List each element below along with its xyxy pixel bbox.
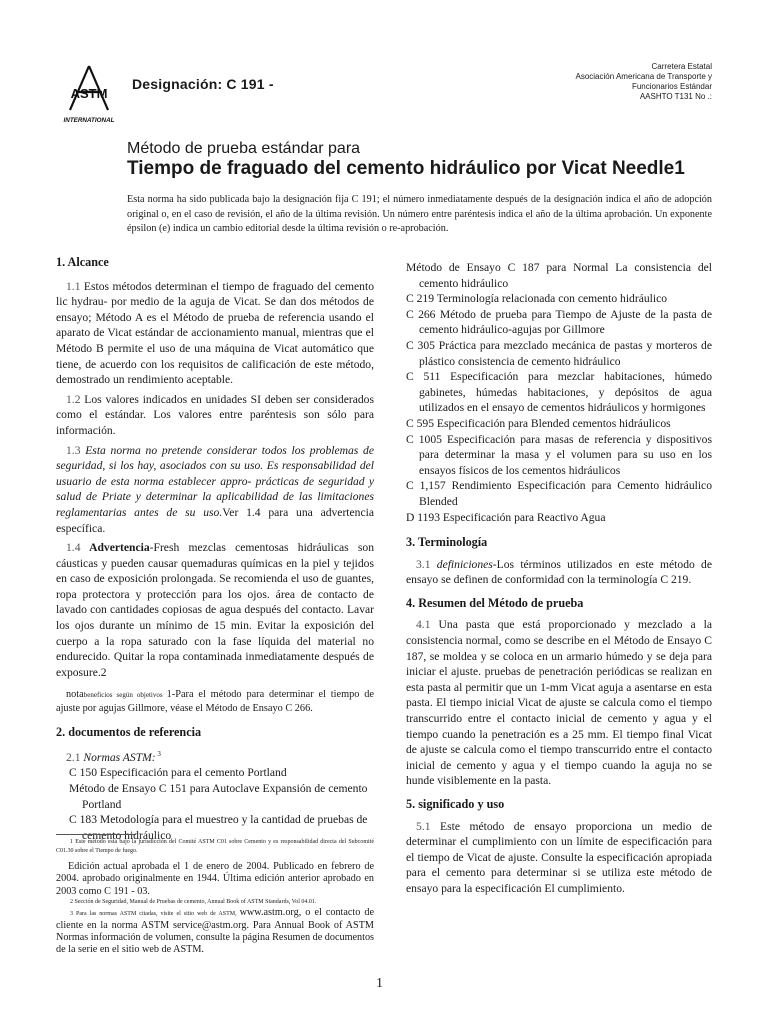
- reference-item: Método de Ensayo C 151 para Autoclave Expansión de cemento Portland: [69, 782, 368, 811]
- paragraph-1-1: [56, 279, 374, 388]
- designation: Designación: C 191 -: [132, 76, 274, 92]
- note-small-text: beneficios según objetivos: [83, 691, 167, 700]
- reference-item: D 1193 Especificación para Reactivo Agua: [406, 510, 606, 524]
- paragraph-number: 1.4: [66, 541, 81, 555]
- paragraph-number: 4.1: [416, 618, 431, 632]
- note-1: [56, 688, 374, 715]
- page-number: 1: [376, 976, 383, 991]
- paragraph-number: 1.1: [66, 279, 81, 293]
- paragraph-number: 1.2: [66, 392, 81, 406]
- paragraph-text: -Fresh mezclas cementosas hidráulicas son cáusticas y pueden causar quemaduras químicas en la piel y tejidos en caso de exposición prolongada. Se recomienda el uso de guantes, ropa protectora y protección para los ojos. área de contacto de lavado con cantidades copiosas de agua después del contacto. Lavar los ojos durante un mínimo de 15 min. Evitar la exposición del cuerpo a la ropa saturado con la fase líquida del material no endurecido. Quitar la ropa contaminada inmediatamente después de exposure.2: [56, 541, 374, 679]
- note-text: 1-Para el método para determinar el tiempo de ajuste por agujas Gillmore, véase el Método de Ensayo C 266.: [56, 689, 374, 715]
- astm-logo: [58, 62, 120, 124]
- document-subtitle: Método de prueba estándar para: [127, 140, 361, 157]
- section-heading-terminology: 3. Terminología: [406, 535, 488, 550]
- footnotes: [56, 838, 374, 957]
- section-heading-summary: 4. Resumen del Método de prueba: [406, 595, 584, 610]
- right-header-block: [520, 62, 712, 102]
- preamble: Esta norma ha sido publicada bajo la designación fija C 191; el número inmediatamente después de la designación indica el año de adopción original o, en el caso de revisión, el año de la última revisión. Un número entre paréntesis indica el año de la última aprobación. Un exponente épsilon (e) indica un cambio editorial desde la última revisión o re-aprobación.: [127, 194, 712, 234]
- paragraph-number: 2.1: [66, 750, 81, 764]
- footnote-3: [56, 907, 374, 957]
- footnote-3-small: 3 Para las normas ASTM citadas, visite el sitio web de ASTM,: [70, 911, 240, 918]
- footnote-ref: 3: [155, 750, 161, 759]
- paragraph-text: Ver 1.4 para una advertencia específica.: [56, 505, 374, 535]
- right-header-line: Carretera Estatal: [651, 62, 712, 71]
- footnote-2: 2 Sección de Seguridad, Manual de Pruebas de cemento, Annual Book of ASTM Standards, Vol 04.01.: [70, 899, 317, 906]
- footnote-3-text: www.astm.org, o el contacto de cliente en la norma ASTM service@astm.org. Para Annual Book of ASTM Normas información de volumen, consulte la página Resumen de documentos de la serie en el sitio web de ASTM.: [56, 907, 374, 956]
- right-header-line: Funcionarios Estándar: [631, 82, 712, 91]
- section-heading-significance: 5. significado y uso: [406, 797, 505, 811]
- paragraph-3-1: [406, 557, 712, 588]
- footnote-1: 1 Este método está bajo la jurisdicción del Comité ASTM C01 sobre Cemento y es responsabilidad directa del Subcomité C01.30 sobre el Tiempo de fuego.: [56, 839, 374, 854]
- paragraph-text-italic: Normas ASTM:: [80, 750, 156, 764]
- reference-item: C 150 Especificación para el cemento Portland: [69, 766, 287, 780]
- left-column: [56, 255, 374, 843]
- footnote-edition: Edición actual aprobada el 1 de enero de 2004. Publicado en febrero de 2004. aprobado originalmente en 1944. Última edición anterior aprobado en 2003 como C 191 - 03.: [56, 861, 374, 897]
- reference-item: C 1005 Especificación para masas de referencia y dispositivos para determinar la masa y el volumen para su uso en los ensayos físicos de los cementos hidráulicos: [406, 432, 712, 477]
- reference-item: C 595 Especificación para Blended cementos hidráulicos: [406, 416, 671, 430]
- paragraph-text-italic: definiciones: [430, 557, 493, 571]
- paragraph-text: Los valores indicados en unidades SI deben ser considerados como el estándar. Los valores entre paréntesis son sólo para información.: [56, 392, 374, 437]
- right-column: [406, 260, 712, 897]
- logo-subtext: INTERNATIONAL: [63, 117, 115, 124]
- reference-item: C 183 Metodología para el muestreo y la cantidad de pruebas de cemento hidráulico: [69, 813, 368, 842]
- paragraph-number: 3.1: [416, 557, 431, 571]
- reference-item: C 511 Especificación para mezclar habitaciones, húmedo gabinetes, húmedas habitaciones, y depósitos de agua utilizados en el ensayo de cementos hidráulicos y hormigones: [406, 370, 712, 415]
- paragraph-number: 5.1: [416, 819, 431, 833]
- paragraph-number: 1.3: [66, 443, 81, 457]
- paragraph-1-3: [56, 443, 374, 537]
- paragraph-1-2: [56, 392, 374, 439]
- paragraph-text-italic: Esta norma no pretende considerar todos los problemas de seguridad, si los hay, asociados con su uso. Es responsabilidad del usuario de esta norma establecer appro- prácticas de seguridad y salud de Priate y determinar la aplicabilidad de las limitaciones reglamentarias antes de su uso.: [56, 443, 374, 519]
- paragraph-text: Este método de ensayo proporciona un medio de determinar el cumplimiento con un límite de especificación para el tiempo de Vicat de ajuste. Consulte la especificación apropiada para el cemento para determinar si se utiliza este método de ensayo para la especificación El cumplimiento.: [406, 819, 712, 895]
- paragraph-2-1: [56, 747, 374, 765]
- paragraph-text: -Los términos utilizados en este método de ensayo se definen de conformidad con la terminología C 219.: [406, 557, 712, 587]
- paragraph-text: Una pasta que está proporcionado y mezclado a la consistencia normal, como se describe en el Método de Ensayo C 187, se moldea y se coloca en un armario húmedo y se deja para iniciar el ajuste. pruebas de penetración periódicas se realizan en esta pasta al permitir que un 1-mm Vicat aguja a asentarse en esta pasta. El tiempo inicial Vicat de ajuste se calcula como el tiempo transcurrido entre el contacto inicial de cemento y agua y el tiempo cuando la penetración es a 25 mm. El tiempo final Vicat de ajuste se calcula como el tiempo transcurrido entre el contacto inicial de cemento y agua y el tiempo cuando la aguja no se hunde visiblemente en la pasta.: [406, 618, 712, 788]
- paragraph-1-4: [56, 540, 374, 680]
- footnote-rule: [56, 834, 136, 835]
- section-heading-scope: 1. Alcance: [56, 255, 109, 269]
- document-title: Tiempo de fraguado del cemento hidráulico por Vicat Needle1: [127, 158, 685, 179]
- right-header-line: Asociación Americana de Transporte y: [575, 72, 712, 81]
- warning-label: Advertencia: [80, 541, 150, 555]
- paragraph-text: Estos métodos determinan el tiempo de fraguado del cemento lic hydrau- por medio de la aguja de Vicat. Se dan dos métodos de ensayo; Método A es el Método de prueba de referencia usando el aparato de Vicat estándar de accionamiento manual, mientras que el Método B permite el uso de una máquina de Vicat automático que tiene, de acuerdo con los requisitos de calificación de este método, demostrado un rendimiento aceptable.: [56, 279, 374, 387]
- section-heading-references: 2. documentos de referencia: [56, 725, 202, 740]
- paragraph-5-1: [406, 819, 712, 897]
- reference-item: C 266 Método de prueba para Tiempo de Ajuste de la pasta de cemento hidráulico-agujas por Gillmore: [406, 307, 712, 337]
- paragraph-4-1: [406, 617, 712, 789]
- reference-item: C 219 Terminología relacionada con cemento hidráulico: [406, 292, 668, 306]
- right-header-line: AASHTO T131 No .:: [639, 92, 712, 101]
- note-label: nota: [66, 689, 84, 701]
- reference-item: Método de Ensayo C 187 para Normal La consistencia del cemento hidráulico: [406, 261, 712, 290]
- logo-text: ASTM: [70, 86, 108, 101]
- reference-item: C 305 Práctica para mezclado mecánica de pastas y morteros de plástico consistencia de cemento hidráulico: [406, 338, 712, 368]
- reference-item: C 1,157 Rendimiento Especificación para Cemento hidráulico Blended: [406, 479, 712, 508]
